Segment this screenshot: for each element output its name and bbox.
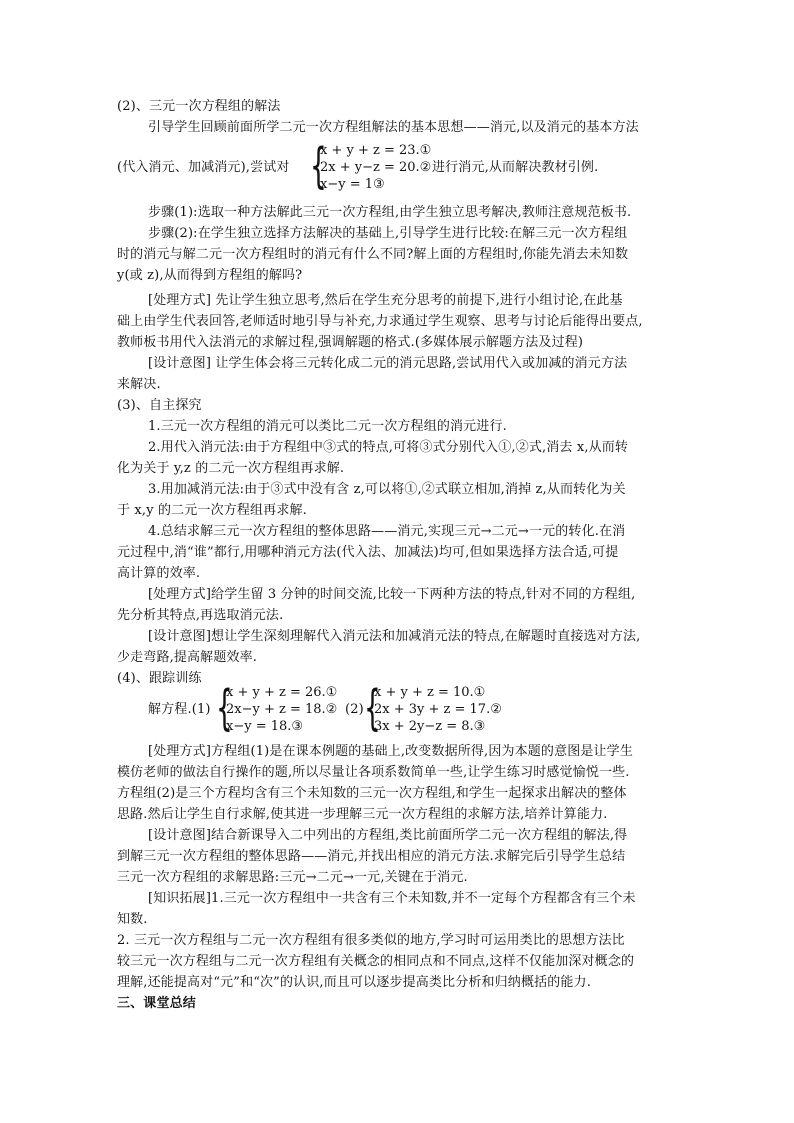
equation-row: 3x + 2y−z = 8.③: [374, 719, 486, 734]
paragraph-line: 时的消元与解二元一次方程组时的消元有什么不同?解上面的方程组时,你能先消去未知数: [117, 247, 629, 262]
paragraph-line: 步骤(2):在学生独立选择方法解决的基础上,引导学生进行比较:在解三元一次方程组: [148, 226, 628, 241]
paragraph-line: [设计意图]想让学生深刻理解代入消元法和加减消元法的特点,在解题时直接选对方法,: [148, 629, 641, 644]
paragraph-line: 步骤(1):选取一种方法解此三元一次方程组,由学生独立思考解决,教师注意规范板书.: [148, 205, 632, 220]
section-heading-summary: 三、课堂总结: [117, 996, 196, 1011]
equation-row: 2x−y + z = 18.②: [226, 702, 338, 717]
exercise-label: 解方程.(1): [148, 702, 211, 717]
equation-row: x−y = 1③: [320, 177, 385, 192]
equation-row: 2x + y−z = 20.②: [320, 160, 432, 175]
paragraph-line: 方程组(2)是三个方程均含有三个未知数的三元一次方程组,和学生一起探求出解决的整体: [117, 786, 627, 801]
paragraph-line: 知数.: [117, 912, 148, 927]
paragraph-line: 少走弯路,提高解题效率.: [117, 650, 258, 665]
equation-row: 2x + 3y + z = 17.②: [374, 702, 502, 717]
left-brace: {: [216, 680, 233, 736]
paragraph-line: [处理方式] 先让学生独立思考,然后在学生充分思考的前提下,进行小组讨论,在此基: [148, 293, 623, 308]
equation-row: x + y + z = 23.①: [320, 143, 432, 158]
paragraph-line: 3.用加减消元法:由于③式中没有含 z,可以将①,②式联立相加,消掉 z,从而转化为关: [148, 482, 626, 497]
paragraph-line: 2. 三元一次方程组与二元一次方程组有很多类似的地方,学习时可运用类比的思想方法比: [117, 933, 625, 948]
paragraph-line: 高计算的效率.: [117, 566, 201, 581]
exercise-label: (2): [345, 702, 364, 717]
paragraph-line: 思路.然后让学生自行求解,使其进一步理解三元一次方程组的求解方法,培养计算能力.: [117, 807, 608, 822]
paragraph-line: 教师板书用代入法消元的求解过程,强调解题的格式.(多媒体展示解题方法及过程): [117, 335, 584, 350]
paragraph-line: 化为关于 y,z 的二元一次方程组再求解.: [117, 461, 345, 476]
paragraph-line: [知识拓展]1.三元一次方程组中一共含有三个未知数,并不一定每个方程都含有三个未: [148, 891, 636, 906]
left-brace: {: [364, 680, 381, 736]
section-heading-3: (3)、自主探究: [117, 398, 202, 413]
paragraph-line: 较三元一次方程组与二元一次方程组有关概念的相同点和不同点,这样不仅能加深对概念的: [117, 954, 635, 969]
paragraph-line: 于 x,y 的二元一次方程组再求解.: [117, 503, 307, 518]
paragraph-line: 来解决.: [117, 377, 161, 392]
equation-row: x + y + z = 10.①: [374, 685, 486, 700]
equation-row: x−y = 18.③: [226, 719, 304, 734]
paragraph-line: [处理方式]给学生留 3 分钟的时间交流,比较一下两种方法的特点,针对不同的方程组,: [148, 587, 636, 602]
left-brace: {: [310, 138, 327, 194]
paragraph-line: y(或 z),从而得到方程组的解吗?: [117, 268, 303, 283]
paragraph-line: 引导学生回顾前面所学二元一次方程组解法的基本思想——消元,以及消元的基本方法: [148, 120, 639, 135]
section-heading-4: (4)、跟踪训练: [117, 671, 202, 686]
paragraph-line: 先分析其特点,再选取消元法.: [117, 608, 284, 623]
paragraph-line: [设计意图] 让学生体会将三元转化成二元的消元思路,尝试用代入或加减的消元方法: [148, 356, 628, 371]
paragraph-line: [处理方式]方程组(1)是在课本例题的基础上,改变数据所得,因为本题的意图是让学生: [148, 744, 633, 759]
paragraph-line: 三元一次方程组的求解思路:三元→二元→一元,关键在于消元.: [117, 870, 468, 885]
paragraph-line: 元过程中,消“谁”都行,用哪种消元方法(代入法、加减法)均可,但如果选择方法合适,可提: [117, 545, 619, 560]
paragraph-line: 理解,还能提高对“元”和“次”的认识,而且可以逐步提高类比分析和归纳概括的能力.: [117, 975, 591, 990]
paragraph-line: (代入消元、加减消元),尝试对: [117, 160, 290, 175]
paragraph-line: 4.总结求解三元一次方程组的整体思路——消元,实现三元→二元→一元的转化.在消: [148, 524, 626, 539]
paragraph-line: 到解三元一次方程组的整体思路——消元,并找出相应的消元方法.求解完后引导学生总结: [117, 849, 626, 864]
paragraph-line: 1.三元一次方程组的消元可以类比二元一次方程组的消元进行.: [148, 419, 507, 434]
section-heading-2: (2)、三元一次方程组的解法: [117, 99, 281, 114]
paragraph-line: 础上由学生代表回答,老师适时地引导与补充,力求通过学生观察、思考与讨论后能得出要点,: [117, 314, 643, 329]
paragraph-line: [设计意图]结合新课导入二中列出的方程组,类比前面所学二元一次方程组的解法,得: [148, 828, 628, 843]
paragraph-line: 2.用代入消元法:由于方程组中③式的特点,可将③式分别代入①,②式,消去 x,从而转: [148, 440, 629, 455]
paragraph-line: 模仿老师的做法自行操作的题,所以尽量让各项系数简单一些,让学生练习时感觉愉悦一些.: [117, 765, 630, 780]
equation-row: x + y + z = 26.①: [226, 685, 338, 700]
paragraph-line: 进行消元,从而解决教材引例.: [432, 160, 599, 175]
